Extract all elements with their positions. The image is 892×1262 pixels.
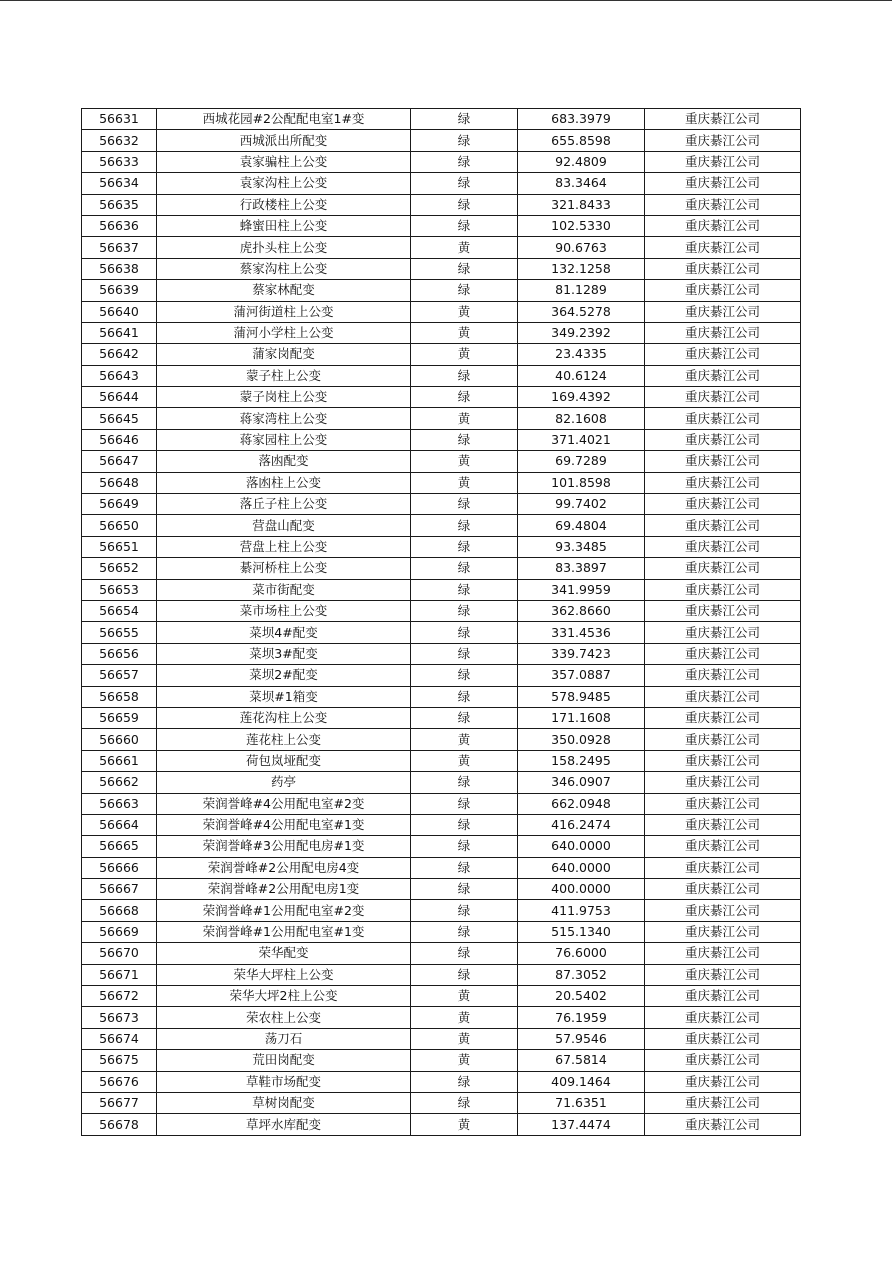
value-cell: 81.1289 bbox=[518, 280, 645, 301]
id-cell: 56668 bbox=[82, 900, 157, 921]
id-cell: 56675 bbox=[82, 1050, 157, 1071]
id-cell: 56654 bbox=[82, 600, 157, 621]
table-row bbox=[82, 130, 801, 151]
table-row bbox=[82, 1007, 801, 1028]
level-cell: 黄 bbox=[411, 301, 518, 322]
company-cell: 重庆綦江公司 bbox=[645, 194, 801, 215]
company-cell: 重庆綦江公司 bbox=[645, 429, 801, 450]
id-cell: 56664 bbox=[82, 814, 157, 835]
value-cell: 411.9753 bbox=[518, 900, 645, 921]
value-cell: 83.3897 bbox=[518, 558, 645, 579]
id-cell: 56674 bbox=[82, 1028, 157, 1049]
id-cell: 56658 bbox=[82, 686, 157, 707]
name-cell: 蒙子柱上公变 bbox=[157, 365, 411, 386]
level-cell: 绿 bbox=[411, 109, 518, 130]
id-cell: 56659 bbox=[82, 707, 157, 728]
name-cell: 蒲家岗配变 bbox=[157, 344, 411, 365]
value-cell: 158.2495 bbox=[518, 750, 645, 771]
table-row bbox=[82, 921, 801, 942]
value-cell: 71.6351 bbox=[518, 1092, 645, 1113]
level-cell: 黄 bbox=[411, 344, 518, 365]
level-cell: 绿 bbox=[411, 579, 518, 600]
company-cell: 重庆綦江公司 bbox=[645, 772, 801, 793]
table-row bbox=[82, 1071, 801, 1092]
value-cell: 364.5278 bbox=[518, 301, 645, 322]
value-cell: 90.6763 bbox=[518, 237, 645, 258]
id-cell: 56651 bbox=[82, 536, 157, 557]
table-row bbox=[82, 258, 801, 279]
table-row bbox=[82, 879, 801, 900]
table-row bbox=[82, 515, 801, 536]
id-cell: 56671 bbox=[82, 964, 157, 985]
company-cell: 重庆綦江公司 bbox=[645, 793, 801, 814]
level-cell: 绿 bbox=[411, 1092, 518, 1113]
name-cell: 虎扑头柱上公变 bbox=[157, 237, 411, 258]
level-cell: 绿 bbox=[411, 365, 518, 386]
company-cell: 重庆綦江公司 bbox=[645, 750, 801, 771]
id-cell: 56657 bbox=[82, 665, 157, 686]
company-cell: 重庆綦江公司 bbox=[645, 558, 801, 579]
name-cell: 袁家骗柱上公变 bbox=[157, 151, 411, 172]
table-row bbox=[82, 772, 801, 793]
name-cell: 荣润誉峰#3公用配电房#1变 bbox=[157, 836, 411, 857]
company-cell: 重庆綦江公司 bbox=[645, 665, 801, 686]
level-cell: 绿 bbox=[411, 600, 518, 621]
id-cell: 56645 bbox=[82, 408, 157, 429]
table-row bbox=[82, 943, 801, 964]
company-cell: 重庆綦江公司 bbox=[645, 215, 801, 236]
id-cell: 56666 bbox=[82, 857, 157, 878]
value-cell: 409.1464 bbox=[518, 1071, 645, 1092]
name-cell: 菜坝2#配变 bbox=[157, 665, 411, 686]
table-row bbox=[82, 836, 801, 857]
name-cell: 荣润誉峰#2公用配电房4变 bbox=[157, 857, 411, 878]
name-cell: 落凼柱上公变 bbox=[157, 472, 411, 493]
value-cell: 416.2474 bbox=[518, 814, 645, 835]
company-cell: 重庆綦江公司 bbox=[645, 515, 801, 536]
name-cell: 荷包岚垭配变 bbox=[157, 750, 411, 771]
level-cell: 黄 bbox=[411, 1028, 518, 1049]
table-row bbox=[82, 301, 801, 322]
table-row bbox=[82, 109, 801, 130]
value-cell: 331.4536 bbox=[518, 622, 645, 643]
company-cell: 重庆綦江公司 bbox=[645, 943, 801, 964]
company-cell: 重庆綦江公司 bbox=[645, 814, 801, 835]
value-cell: 76.6000 bbox=[518, 943, 645, 964]
company-cell: 重庆綦江公司 bbox=[645, 1092, 801, 1113]
name-cell: 草树岗配变 bbox=[157, 1092, 411, 1113]
company-cell: 重庆綦江公司 bbox=[645, 1071, 801, 1092]
table-row bbox=[82, 665, 801, 686]
company-cell: 重庆綦江公司 bbox=[645, 1114, 801, 1135]
id-cell: 56670 bbox=[82, 943, 157, 964]
name-cell: 荣华大坪柱上公变 bbox=[157, 964, 411, 985]
company-cell: 重庆綦江公司 bbox=[645, 643, 801, 664]
name-cell: 蔡家林配变 bbox=[157, 280, 411, 301]
company-cell: 重庆綦江公司 bbox=[645, 408, 801, 429]
name-cell: 西城派出所配变 bbox=[157, 130, 411, 151]
id-cell: 56641 bbox=[82, 322, 157, 343]
level-cell: 黄 bbox=[411, 750, 518, 771]
name-cell: 蒙子岗柱上公变 bbox=[157, 387, 411, 408]
value-cell: 171.1608 bbox=[518, 707, 645, 728]
name-cell: 蜂蜜田柱上公变 bbox=[157, 215, 411, 236]
table-row bbox=[82, 536, 801, 557]
value-cell: 578.9485 bbox=[518, 686, 645, 707]
id-cell: 56646 bbox=[82, 429, 157, 450]
table-row bbox=[82, 451, 801, 472]
name-cell: 菜坝4#配变 bbox=[157, 622, 411, 643]
id-cell: 56632 bbox=[82, 130, 157, 151]
level-cell: 绿 bbox=[411, 173, 518, 194]
value-cell: 76.1959 bbox=[518, 1007, 645, 1028]
table-row bbox=[82, 1050, 801, 1071]
name-cell: 蒲河小学柱上公变 bbox=[157, 322, 411, 343]
table-row bbox=[82, 365, 801, 386]
level-cell: 黄 bbox=[411, 451, 518, 472]
level-cell: 绿 bbox=[411, 921, 518, 942]
table-row bbox=[82, 986, 801, 1007]
level-cell: 绿 bbox=[411, 515, 518, 536]
company-cell: 重庆綦江公司 bbox=[645, 707, 801, 728]
name-cell: 蔡家沟柱上公变 bbox=[157, 258, 411, 279]
level-cell: 绿 bbox=[411, 429, 518, 450]
value-cell: 371.4021 bbox=[518, 429, 645, 450]
company-cell: 重庆綦江公司 bbox=[645, 900, 801, 921]
table-row bbox=[82, 558, 801, 579]
table-row bbox=[82, 173, 801, 194]
table-row bbox=[82, 600, 801, 621]
id-cell: 56662 bbox=[82, 772, 157, 793]
level-cell: 黄 bbox=[411, 729, 518, 750]
table-row bbox=[82, 579, 801, 600]
name-cell: 荣润誉峰#4公用配电室#1变 bbox=[157, 814, 411, 835]
level-cell: 黄 bbox=[411, 1114, 518, 1135]
name-cell: 莲花柱上公变 bbox=[157, 729, 411, 750]
name-cell: 行政楼柱上公变 bbox=[157, 194, 411, 215]
company-cell: 重庆綦江公司 bbox=[645, 921, 801, 942]
data-table bbox=[81, 108, 801, 1136]
value-cell: 169.4392 bbox=[518, 387, 645, 408]
name-cell: 荣润誉峰#4公用配电室#2变 bbox=[157, 793, 411, 814]
id-cell: 56631 bbox=[82, 109, 157, 130]
name-cell: 草鞋市场配变 bbox=[157, 1071, 411, 1092]
table-row bbox=[82, 900, 801, 921]
name-cell: 荣润誉峰#1公用配电室#2变 bbox=[157, 900, 411, 921]
level-cell: 绿 bbox=[411, 943, 518, 964]
company-cell: 重庆綦江公司 bbox=[645, 151, 801, 172]
name-cell: 菜市场柱上公变 bbox=[157, 600, 411, 621]
value-cell: 83.3464 bbox=[518, 173, 645, 194]
value-cell: 137.4474 bbox=[518, 1114, 645, 1135]
level-cell: 绿 bbox=[411, 622, 518, 643]
level-cell: 绿 bbox=[411, 772, 518, 793]
id-cell: 56642 bbox=[82, 344, 157, 365]
company-cell: 重庆綦江公司 bbox=[645, 1050, 801, 1071]
company-cell: 重庆綦江公司 bbox=[645, 130, 801, 151]
level-cell: 绿 bbox=[411, 494, 518, 515]
id-cell: 56672 bbox=[82, 986, 157, 1007]
value-cell: 321.8433 bbox=[518, 194, 645, 215]
table-row bbox=[82, 494, 801, 515]
table-row bbox=[82, 280, 801, 301]
company-cell: 重庆綦江公司 bbox=[645, 964, 801, 985]
level-cell: 黄 bbox=[411, 237, 518, 258]
table-row bbox=[82, 151, 801, 172]
level-cell: 绿 bbox=[411, 280, 518, 301]
company-cell: 重庆綦江公司 bbox=[645, 1007, 801, 1028]
company-cell: 重庆綦江公司 bbox=[645, 365, 801, 386]
company-cell: 重庆綦江公司 bbox=[645, 472, 801, 493]
value-cell: 357.0887 bbox=[518, 665, 645, 686]
level-cell: 绿 bbox=[411, 215, 518, 236]
name-cell: 草坪水库配变 bbox=[157, 1114, 411, 1135]
company-cell: 重庆綦江公司 bbox=[645, 686, 801, 707]
table-row bbox=[82, 964, 801, 985]
id-cell: 56634 bbox=[82, 173, 157, 194]
value-cell: 69.4804 bbox=[518, 515, 645, 536]
level-cell: 绿 bbox=[411, 857, 518, 878]
company-cell: 重庆綦江公司 bbox=[645, 280, 801, 301]
company-cell: 重庆綦江公司 bbox=[645, 879, 801, 900]
level-cell: 绿 bbox=[411, 665, 518, 686]
value-cell: 400.0000 bbox=[518, 879, 645, 900]
company-cell: 重庆綦江公司 bbox=[645, 301, 801, 322]
level-cell: 绿 bbox=[411, 558, 518, 579]
id-cell: 56643 bbox=[82, 365, 157, 386]
table-row bbox=[82, 387, 801, 408]
name-cell: 蒋家园柱上公变 bbox=[157, 429, 411, 450]
value-cell: 515.1340 bbox=[518, 921, 645, 942]
level-cell: 黄 bbox=[411, 1050, 518, 1071]
table-row bbox=[82, 686, 801, 707]
name-cell: 蒲河街道柱上公变 bbox=[157, 301, 411, 322]
company-cell: 重庆綦江公司 bbox=[645, 579, 801, 600]
table-body bbox=[82, 109, 801, 1136]
id-cell: 56639 bbox=[82, 280, 157, 301]
company-cell: 重庆綦江公司 bbox=[645, 258, 801, 279]
id-cell: 56650 bbox=[82, 515, 157, 536]
id-cell: 56637 bbox=[82, 237, 157, 258]
name-cell: 菜坝3#配变 bbox=[157, 643, 411, 664]
level-cell: 黄 bbox=[411, 472, 518, 493]
value-cell: 20.5402 bbox=[518, 986, 645, 1007]
value-cell: 57.9546 bbox=[518, 1028, 645, 1049]
id-cell: 56638 bbox=[82, 258, 157, 279]
name-cell: 荡刀石 bbox=[157, 1028, 411, 1049]
table-row bbox=[82, 194, 801, 215]
id-cell: 56663 bbox=[82, 793, 157, 814]
company-cell: 重庆綦江公司 bbox=[645, 729, 801, 750]
level-cell: 绿 bbox=[411, 707, 518, 728]
level-cell: 绿 bbox=[411, 258, 518, 279]
value-cell: 93.3485 bbox=[518, 536, 645, 557]
name-cell: 西城花园#2公配配电室1#变 bbox=[157, 109, 411, 130]
table-row bbox=[82, 1114, 801, 1135]
name-cell: 莲花沟柱上公变 bbox=[157, 707, 411, 728]
level-cell: 黄 bbox=[411, 986, 518, 1007]
value-cell: 40.6124 bbox=[518, 365, 645, 386]
value-cell: 655.8598 bbox=[518, 130, 645, 151]
name-cell: 营盘上柱上公变 bbox=[157, 536, 411, 557]
name-cell: 荣润誉峰#2公用配电房1变 bbox=[157, 879, 411, 900]
name-cell: 荣华大坪2柱上公变 bbox=[157, 986, 411, 1007]
table-row bbox=[82, 344, 801, 365]
company-cell: 重庆綦江公司 bbox=[645, 986, 801, 1007]
value-cell: 640.0000 bbox=[518, 857, 645, 878]
level-cell: 黄 bbox=[411, 1007, 518, 1028]
id-cell: 56656 bbox=[82, 643, 157, 664]
company-cell: 重庆綦江公司 bbox=[645, 322, 801, 343]
table-row bbox=[82, 707, 801, 728]
company-cell: 重庆綦江公司 bbox=[645, 1028, 801, 1049]
table-row bbox=[82, 643, 801, 664]
level-cell: 绿 bbox=[411, 643, 518, 664]
id-cell: 56678 bbox=[82, 1114, 157, 1135]
level-cell: 绿 bbox=[411, 964, 518, 985]
id-cell: 56649 bbox=[82, 494, 157, 515]
table-row bbox=[82, 857, 801, 878]
level-cell: 绿 bbox=[411, 387, 518, 408]
company-cell: 重庆綦江公司 bbox=[645, 387, 801, 408]
id-cell: 56673 bbox=[82, 1007, 157, 1028]
table-row bbox=[82, 215, 801, 236]
name-cell: 营盘山配变 bbox=[157, 515, 411, 536]
id-cell: 56636 bbox=[82, 215, 157, 236]
level-cell: 黄 bbox=[411, 408, 518, 429]
company-cell: 重庆綦江公司 bbox=[645, 836, 801, 857]
table-row bbox=[82, 472, 801, 493]
name-cell: 落凼配变 bbox=[157, 451, 411, 472]
name-cell: 荣农柱上公变 bbox=[157, 1007, 411, 1028]
company-cell: 重庆綦江公司 bbox=[645, 451, 801, 472]
id-cell: 56644 bbox=[82, 387, 157, 408]
company-cell: 重庆綦江公司 bbox=[645, 344, 801, 365]
name-cell: 药亭 bbox=[157, 772, 411, 793]
name-cell: 菜市街配变 bbox=[157, 579, 411, 600]
value-cell: 341.9959 bbox=[518, 579, 645, 600]
name-cell: 落丘子柱上公变 bbox=[157, 494, 411, 515]
value-cell: 99.7402 bbox=[518, 494, 645, 515]
table-row bbox=[82, 322, 801, 343]
level-cell: 绿 bbox=[411, 536, 518, 557]
table-row bbox=[82, 408, 801, 429]
level-cell: 绿 bbox=[411, 194, 518, 215]
company-cell: 重庆綦江公司 bbox=[645, 494, 801, 515]
level-cell: 绿 bbox=[411, 686, 518, 707]
value-cell: 92.4809 bbox=[518, 151, 645, 172]
name-cell: 荒田岗配变 bbox=[157, 1050, 411, 1071]
value-cell: 82.1608 bbox=[518, 408, 645, 429]
value-cell: 662.0948 bbox=[518, 793, 645, 814]
table-row bbox=[82, 237, 801, 258]
id-cell: 56661 bbox=[82, 750, 157, 771]
table-row bbox=[82, 750, 801, 771]
value-cell: 349.2392 bbox=[518, 322, 645, 343]
id-cell: 56660 bbox=[82, 729, 157, 750]
level-cell: 黄 bbox=[411, 322, 518, 343]
table-row bbox=[82, 793, 801, 814]
company-cell: 重庆綦江公司 bbox=[645, 536, 801, 557]
value-cell: 640.0000 bbox=[518, 836, 645, 857]
table-row bbox=[82, 1092, 801, 1113]
level-cell: 绿 bbox=[411, 900, 518, 921]
value-cell: 132.1258 bbox=[518, 258, 645, 279]
name-cell: 荣华配变 bbox=[157, 943, 411, 964]
id-cell: 56647 bbox=[82, 451, 157, 472]
name-cell: 綦河桥柱上公变 bbox=[157, 558, 411, 579]
table-row bbox=[82, 1028, 801, 1049]
company-cell: 重庆綦江公司 bbox=[645, 237, 801, 258]
level-cell: 绿 bbox=[411, 793, 518, 814]
id-cell: 56665 bbox=[82, 836, 157, 857]
name-cell: 菜坝#1箱变 bbox=[157, 686, 411, 707]
id-cell: 56652 bbox=[82, 558, 157, 579]
id-cell: 56635 bbox=[82, 194, 157, 215]
company-cell: 重庆綦江公司 bbox=[645, 600, 801, 621]
value-cell: 67.5814 bbox=[518, 1050, 645, 1071]
value-cell: 101.8598 bbox=[518, 472, 645, 493]
id-cell: 56655 bbox=[82, 622, 157, 643]
value-cell: 339.7423 bbox=[518, 643, 645, 664]
value-cell: 346.0907 bbox=[518, 772, 645, 793]
top-border-line bbox=[0, 0, 892, 1]
value-cell: 362.8660 bbox=[518, 600, 645, 621]
id-cell: 56653 bbox=[82, 579, 157, 600]
id-cell: 56669 bbox=[82, 921, 157, 942]
value-cell: 87.3052 bbox=[518, 964, 645, 985]
level-cell: 绿 bbox=[411, 836, 518, 857]
table-row bbox=[82, 429, 801, 450]
value-cell: 683.3979 bbox=[518, 109, 645, 130]
company-cell: 重庆綦江公司 bbox=[645, 622, 801, 643]
name-cell: 袁家沟柱上公变 bbox=[157, 173, 411, 194]
company-cell: 重庆綦江公司 bbox=[645, 857, 801, 878]
level-cell: 绿 bbox=[411, 130, 518, 151]
level-cell: 绿 bbox=[411, 151, 518, 172]
id-cell: 56676 bbox=[82, 1071, 157, 1092]
id-cell: 56640 bbox=[82, 301, 157, 322]
id-cell: 56648 bbox=[82, 472, 157, 493]
company-cell: 重庆綦江公司 bbox=[645, 109, 801, 130]
level-cell: 绿 bbox=[411, 814, 518, 835]
name-cell: 荣润誉峰#1公用配电室#1变 bbox=[157, 921, 411, 942]
value-cell: 102.5330 bbox=[518, 215, 645, 236]
value-cell: 69.7289 bbox=[518, 451, 645, 472]
table-row bbox=[82, 729, 801, 750]
id-cell: 56633 bbox=[82, 151, 157, 172]
table-row bbox=[82, 814, 801, 835]
table-row bbox=[82, 622, 801, 643]
value-cell: 23.4335 bbox=[518, 344, 645, 365]
id-cell: 56667 bbox=[82, 879, 157, 900]
company-cell: 重庆綦江公司 bbox=[645, 173, 801, 194]
value-cell: 350.0928 bbox=[518, 729, 645, 750]
level-cell: 绿 bbox=[411, 879, 518, 900]
name-cell: 蒋家湾柱上公变 bbox=[157, 408, 411, 429]
id-cell: 56677 bbox=[82, 1092, 157, 1113]
level-cell: 绿 bbox=[411, 1071, 518, 1092]
